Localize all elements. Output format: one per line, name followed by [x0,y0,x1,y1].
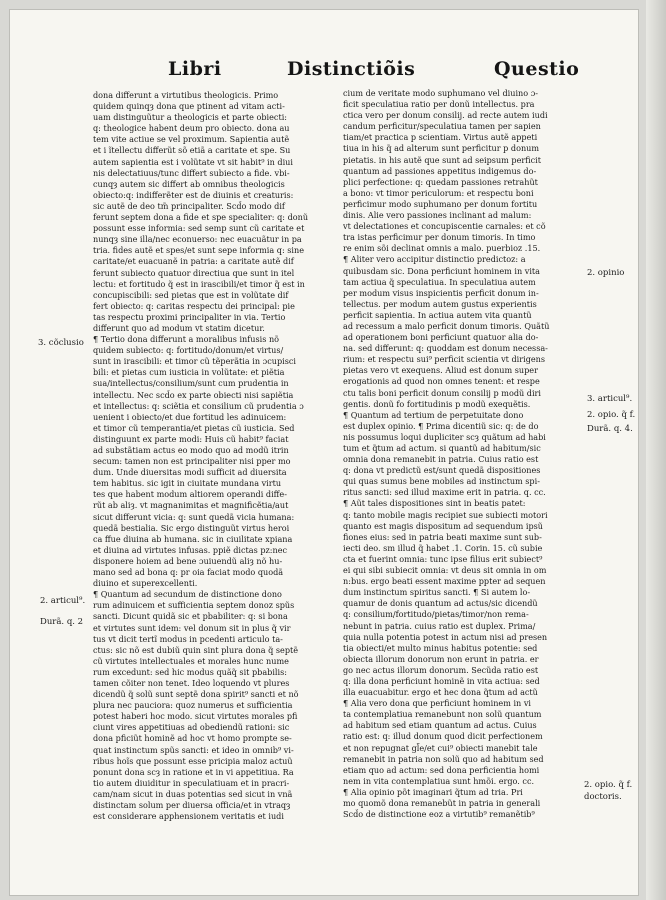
text-line: distinctam solum per diuersa officia/et in vtraqȝ [93,800,291,810]
text-line: et virtutes sunt idem: vel donum sit in plus q̃ vir [93,622,291,633]
text-line: quanto est magis dispositum ad sequendum ipsũ [343,520,544,531]
text-line: n:bus. ergo beati essent maxime ppter ad sequen [343,576,546,587]
margin-note-opinio-f: 2. opio. q̃ f. [587,410,636,420]
text-line: ad habitum sed etiam quantum ad actus. Cuius [343,720,537,731]
text-line: ca ffue diuina ab humana. sic in ciuilitate xpiana [93,533,293,544]
text-line: ferunt septem dona a fide et spe specialiter: q: donũ [93,212,309,223]
text-line: dinis. Alie vero passiones inclinant ad malum: [343,210,532,221]
text-line: remanebit in patria non solũ quo ad habitum sed [343,753,544,764]
text-line: ¶ Alia vero dona que perficiunt hominem in vi [343,698,531,709]
text-line: rium: et respectu sui⁹ perficit scientia vt dirigens [343,354,546,365]
text-line: disponere hoiem ad bene ɔuiuendũ aliȝ nõ hu- [93,555,283,566]
running-header [10,58,638,88]
text-line: quat instinctum spũs sancti: et ideo in omnib⁹ vi- [93,744,294,755]
text-line: iecti deo. sm illud q̃ habet .1. Corin. 15. cũ subie [343,542,543,553]
text-line: tem vite actiue se vel proximum. Sapientia autẽ [93,134,290,145]
text-line: concupiscibili: sed pietas que est in volũtate dif [93,289,289,300]
text-line: ta contemplatiua remanebunt non solũ quantum [343,709,542,720]
text-line: ctu talis boni perficit donum consilij p modũ diri [343,387,542,398]
text-line: dum instinctum spiritus sancti. ¶ Si autem lo- [343,587,531,598]
text-line: tiua in his q̃ ad alterum sunt perficitur p donum [343,143,540,154]
text-line: secum: tamen non est principaliter nisi pper mo [93,456,291,467]
book-page [10,10,638,895]
text-line: ad operationem boni perficiunt quatuor alia do- [343,332,539,343]
text-line: q: consilium/fortitudo/pietas/timor/non rema- [343,609,529,620]
header-questio: Questio [494,58,580,80]
text-line: quedã bestialia. Sic ergo distinguũt virtus heroi [93,522,290,533]
text-line: ¶ Quantum ad tertium de perpetuitate dono [343,409,524,420]
text-line: cta et fuerint omnia: tunc ipse filius erit subiect⁹ [343,553,543,564]
text-line: fert obiecto: q: caritas respectu dei principal: pie [93,300,295,311]
text-line: tra istas perficimur per donum timoris. In timo [343,232,536,243]
text-line: fiones eius: sed in patria beati maxime sunt sub- [343,531,542,542]
margin-note-durand-q4: Durã. q. 4. [587,424,633,434]
text-line: plici perfectione: q: quedam passiones retrahũt [343,176,538,187]
text-line: quidem subiecto: q: fortitudo/donum/et virtus/ [93,345,284,356]
text-line: obiecta illorum donorum non erunt in patria. er [343,653,539,664]
page-edge-shadow [646,0,666,900]
text-line: q: theologice habent deum pro obiecto. dona au [93,123,290,134]
text-line: per modum visus inspicientis perficit donum in- [343,287,539,298]
text-line: tio autem diuiditur in speculatiuam et in pracri- [93,777,290,788]
text-line: cam/nam sicut in duas potentias sed sicut in vnã [93,788,293,799]
text-line: perficimur modo suphumano per donum fortitu [343,198,538,209]
text-line: et i ĩtellectu differũt sõ etiã a caritate et spe. Su [93,145,291,156]
text-line: ribus hoĩs que possunt esse pricipia maloz actuũ [93,755,293,766]
text-line: ctica vero per donum consilij. ad recte autem iudi [343,110,548,121]
text-line: est considerare apphensionem veritatis et iudi [93,811,284,822]
text-line: candum perficitur/speculatiua tamen per sapien [343,121,541,132]
text-line: etiam quo ad actum: sed dona perficientia homi [343,764,540,775]
text-line: rũt ab aliȝ. vt magnanimitas et magnificẽtia/aut [93,500,289,511]
text-line: Scd̃o de distinctione eoz a virtutib⁹ remanẽtib⁹ [343,809,535,820]
margin-note-doctoris: doctoris. [584,792,622,802]
text-line: tam actiua q̃ speculatiua. In speculatiua autem [343,276,536,287]
text-line: re enim sõi declinat omnis a malo. puerbioz .15. [343,243,541,254]
text-line: dona pficiũt hominẽ ad hoc vt homo prompte se- [93,733,292,744]
text-line: caritate/et euacuanẽ in patria: a caritate autẽ dif [93,256,294,267]
text-line: qui quas sumus bene mobiles ad instinctum spi- [343,476,540,487]
text-line: et diuina ad virtutes infusas. ppiẽ dictas pz:nec [93,544,288,555]
text-line: obiecto:q: indifferẽter est de diuinis et creaturis: [93,189,294,200]
text-line: autem sapientia est i volũtate vt sit habit⁹ in diui [93,156,293,167]
margin-note-opinio-doctoris: 2. opio. q̃ f. [584,780,633,790]
header-libri: Libri [168,58,222,80]
text-line: vt delectationes et concupiscentie carnales: et cõ [343,221,546,232]
text-line: possunt esse informia: sed semp sunt cũ caritate et [93,223,305,234]
text-line: ei qui sibi subiecit omnia: vt deus sit omnia in om [343,565,547,576]
margin-note-conclusio: 3. cõclusio [38,338,84,348]
text-line: mo quomõ dona remanebũt in patria in generali [343,798,541,808]
text-line: cium de veritate modo suphumano vel diuino ɔ- [343,88,538,98]
header-distinctionis: Distinctiõis [287,58,416,80]
margin-note-articulus-3: 3. articul⁹. [587,394,633,404]
text-line: ad recessum a malo perficit donum timoris. Quãtũ [343,320,550,331]
text-line: nebunt in patria. cuius ratio est duplex. Prima/ [343,620,536,631]
text-line: ritus sancti: sed illud maxime erit in patria. q. cc. [343,487,546,498]
text-line: tus vt dicit tertĩ modus in pcedenti articulo ta- [93,633,283,644]
text-line: tum et q̃tum ad actum. si quantũ ad habitum/sic [343,443,541,453]
text-line: gentis. donũ fo fortitudinis p modũ exequẽtis. [343,398,531,409]
text-line: cũ virtutes intellectuales et morales hunc nume [93,655,289,666]
text-line: q: dona vt predictũ est/sunt quedã dispositiones [343,465,541,476]
text-line: tia obiecti/et multo minus habitus potentie: sed [343,642,538,653]
text-line: bili: et pietas cum iusticia in volũtate: et piẽtia [93,367,285,378]
text-line: quamur de donis quantum ad actus/sic dicendũ [343,598,538,609]
text-line: a bono: vt timor periculorum: et respectu boni [343,187,534,198]
text-line: ¶ Alia opinio põt imaginari q̃tum ad tria. Pri [343,786,523,797]
text-line: est duplex opinio. ¶ Prima dicentiũ sic: q: de do [343,420,539,431]
text-line: nis delectatiuus/tunc differt subiecto a fide. vbi- [93,167,290,178]
text-line: tamen cõiter non tenet. Ideo loquendo vt plures [93,677,290,688]
text-line: na. sed differunt: q: quoddam est donum necessa- [343,343,548,354]
text-line: et non repugnat gl̃e/et cui⁹ obiecti manebit tale [343,742,538,753]
text-line: cunqȝ autem sic differt ab omnibus theologicis [93,178,285,189]
text-line: et timor cũ temperantia/et pietas cũ iusticia. Sed [93,422,295,433]
text-line: rum excedunt: sed hic modus quãq̃ sit pbabilis: [93,666,287,677]
text-line: mano sed ad bona q: pr oia faciat modo quodã [93,567,284,578]
left-text-column [93,90,334,830]
text-line: ratio est: q: illud donum quod dicit perfectionem [343,731,543,742]
text-line: ciunt vires appetitiuas ad obediendũ rationi: sic [93,722,290,733]
text-line: potest haberi hoc modo. sicut virtutes morales pfi [93,711,298,722]
text-line: quidem quinqȝ dona que ptinent ad vitam acti- [93,101,285,112]
text-line: diuino et superexcellenti. [93,578,198,589]
text-line: quibusdam sic. Dona perficiunt hominem in vita [343,265,541,276]
text-line: sic autẽ de deo tm̃ principaliter. Scd̃o modo dif [93,200,285,211]
text-line: tes que habent modum altiorem operandi diffe- [93,489,287,500]
text-line: uam distinguũtur a theologicis et parte obiecti: [93,112,288,123]
text-line: nunqȝ sine illa/nec econuerso: nec euacuãtur in pa [93,234,302,245]
text-line: quia nulla potentia potest in actum nisi ad presen [343,631,548,642]
text-line: sua/intellectus/consilium/sunt cum prudentia in [93,378,289,389]
text-line: q: illa dona perficiunt hominẽ in vita actiua: sed [343,675,540,686]
text-line: intellectu. Nec scd̃o ex parte obiecti nisi sapiẽtia [93,389,294,400]
text-line: lectu: et fortitudo q̃ est in irascibili/et timor q̃ est in [93,278,305,289]
text-line: plura nec pauciora: quoz numerus et sufficientia [93,700,293,711]
text-line: uenient i obiecto/et due fortitud les adinuicem: [93,411,287,422]
text-line: sancti. Dicunt quidã sic et pbabiliter: q: si bona [93,611,288,622]
text-line: tem habitus. sic igit in ciuitate mundana virtu [93,478,282,489]
text-line: illa euacuabitur. ergo et hec dona q̃tum ad actũ [343,687,538,698]
text-line: et intellectus: q: sciẽtia et consilium cũ prudentia ɔ [93,400,304,411]
text-line: quantum ad passiones appetitus indigemus do- [343,165,537,176]
text-line: dicendũ q̃ solũ sunt septẽ dona spirit⁹ sancti et nõ [93,689,299,700]
text-line: ¶ Aũt tales dispositiones sint in beatis patet: [343,498,526,509]
text-line: ctus: sic nõ est dubiũ quin sint plura dona q̃ septẽ [93,644,299,655]
text-line: ¶ Aliter vero accipitur distinctio predictoz: a [343,254,526,265]
margin-note-articulus-2: 2. articul⁹. [40,596,86,606]
text-line: tria. fides autẽ et spes/et sunt sepe informia q: sine [93,245,304,256]
text-line: ¶ Quantum ad secundum de distinctione dono [93,589,282,600]
text-line: ferunt subiecto quatuor directiua que sunt in itel [93,267,295,278]
text-line: erogationis ad quod non omnes tenent: et respe [343,376,540,387]
right-text-column [343,88,577,840]
text-line: rum adinuicem et sufficientia septem donoz spũs [93,600,295,611]
text-line: go nec actus illorum donorum. Secũda ratio est [343,664,539,675]
text-line: perficit sapientia. In actiua autem vita quantũ [343,309,532,320]
text-line: pietas vero vt exequens. Aliud est donum super [343,365,538,376]
text-line: ad substãtiam actus eo modo quo ad modũ itrin [93,445,289,455]
text-line: dum. Unde diuersitas modi sufficit ad diuersita [93,467,287,478]
margin-note-opinio-2: 2. opinio [587,268,625,278]
text-line: q: tanto mobile magis recipiet sue subiecti motori [343,509,548,520]
text-line: dona differunt a virtutibus theologicis. Primo [93,90,279,100]
text-line: distinguunt ex parte modi: Huis cũ habit⁹ faciat [93,433,289,444]
text-line: ¶ Tertio dona differunt a moralibus infusis nõ [93,334,280,345]
text-line: tas respectu proximi principaliter in via. Tertio [93,311,286,322]
text-line: nem in vita contemplatiua sunt hmõi. ergo. cc. [343,775,535,786]
text-line: pietatis. in his autẽ que sunt ad seipsum perficit [343,154,542,165]
text-line: ponunt dona scȝ in ratione et in vi appetitiua. Ra [93,766,294,777]
margin-note-durand-q2: Durã. q. 2 [40,617,84,627]
text-line: tellectus. per modum autem gustus experientis [343,298,537,309]
text-line: sicut differunt vicia: q: sunt quedã vicia humana: [93,511,295,522]
text-line: omnia dona remanebit in patria. Cuius ratio est [343,454,539,465]
text-line: differunt quo ad modum vt statim dicetur. [93,322,265,333]
text-line: sunt in irascibili: et timor cũ tẽperãtia in ɔcupisci [93,356,296,367]
text-line: tiam/et practica p scientiam. Virtus autẽ appeti [343,132,538,143]
text-line: ficit speculatiua ratio per donũ intellectus. pra [343,99,535,110]
text-line: nis possumus loqui dupliciter scȝ quãtum ad habi [343,431,546,442]
